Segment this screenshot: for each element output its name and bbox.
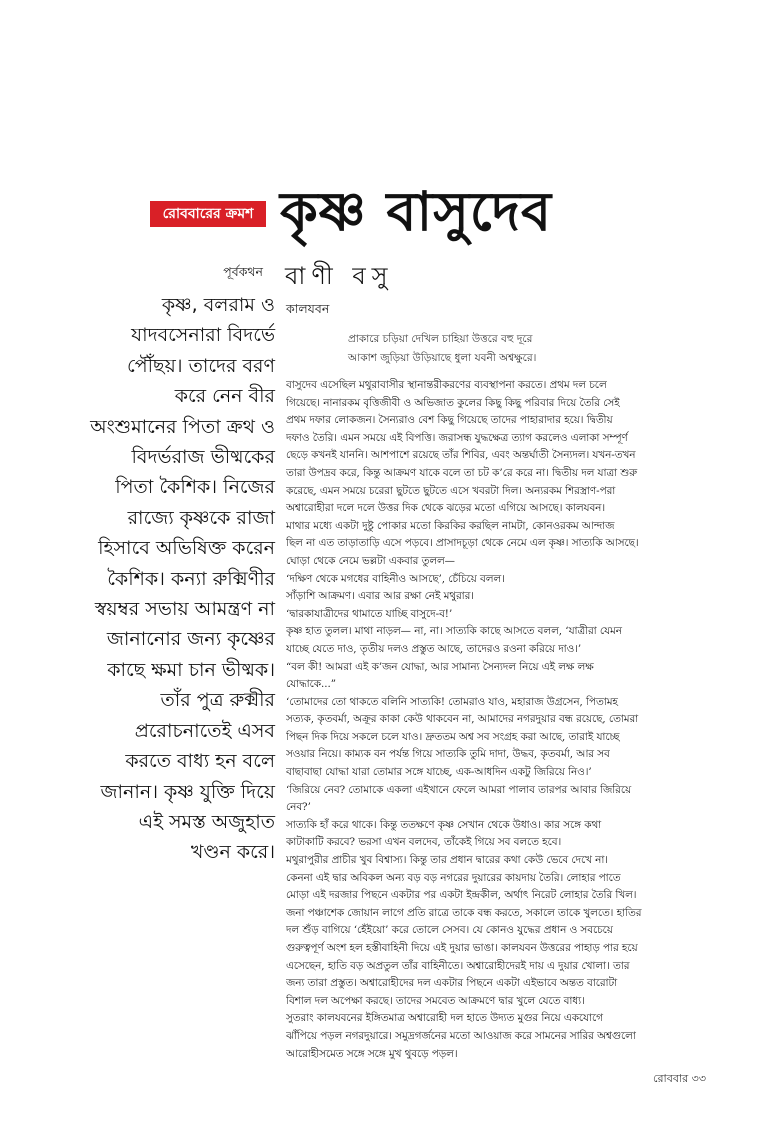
body-line: নেব?’: [286, 801, 311, 814]
recap-line: অংশুমানের পিতা ক্রথ ও: [90, 415, 275, 438]
body-line: আরোহীসমেত সঙ্গে সঙ্গে মুখ থুবড়ে পড়ল।: [286, 1047, 458, 1060]
body-line: যোদ্ধাকে...”: [286, 678, 337, 691]
body-line: কেননা এই দ্বার অবিকল অন্য বড় বড় নগরের দুয়ারের কায়দায় তৈরি। লোহার পাতে: [286, 871, 621, 884]
body-line: পিছন দিক দিয়ে সকলে চলে যাও। দ্রুততম অশ্ব সব সংগ্রহ করা আছে, তারাই যাচ্ছে: [286, 730, 620, 743]
recap-line: করে নেন বীর: [174, 385, 275, 408]
body-line: কাটাকাটি করবে? ভরসা এখন বলদেব, তাঁকেই গিয়ে সব বলতে হবে।: [286, 836, 562, 849]
body-line: বিশাল দল অপেক্ষা করছে। তাদের সমবেত আক্রমণে দ্বার খুলে যেতে বাধ্য।: [286, 994, 585, 1007]
recap-summary: [70, 290, 275, 868]
body-line: সাত্যকি হাঁ করে থাকে। কিন্তু ততক্ষণে কৃষ্ণ সেখান থেকে উধাও। কার সঙ্গে কথা: [286, 818, 602, 831]
body-line: ঝাঁপিয়ে পড়ল নগরদুয়ারে। সমুদ্রগর্জনের মতো আওয়াজ করে সামনের সারির অশ্বগুলো: [286, 1029, 636, 1042]
recap-line: কৃষ্ণ, বলরাম ও: [161, 294, 275, 316]
body-line: “বল কী! আমরা এই ক’জন যোদ্ধা, আর সামান্য সৈন্যদল নিয়ে এই লক্ষ লক্ষ: [286, 660, 594, 673]
recap-line: পৌঁছয়। তাদের বরণ: [127, 354, 275, 377]
body-line: প্রথম দফার লোকজন। সৈন্যরাও বেশ কিছু গিয়েছে তাদের পাহারাদার হয়ে। দ্বিতীয়: [286, 414, 613, 427]
body-line: এসেছেন, হাতি বড় অপ্রতুল তাঁর বাহিনীতে। অশ্বারোহীদেরই দায় এ দুয়ার খোলা। তার: [286, 959, 630, 972]
epigraph-line: প্রাকারে চড়িয়া দেখিল চাহিয়া উত্তরে বহু দূরে: [348, 333, 533, 345]
author-name: বাণী বসু: [285, 262, 394, 290]
recap-line: রাজ্যে কৃষ্ণকে রাজা: [127, 506, 275, 529]
recap-line: খণ্ডন করে।: [190, 841, 275, 864]
body-line: দফাও তৈরি। এমন সময়ে এই বিপত্তি। জরাসন্ধ যুদ্ধক্ষেত্র ত্যাগ করলেও এলাকা সম্পূর্ণ: [286, 431, 628, 444]
page-footer: রোববার ৩৩: [653, 1072, 706, 1085]
recap-line: পিতা কৈশিক। নিজের: [115, 476, 275, 499]
recap-line: করতে বাধ্য হন বলে: [125, 750, 275, 773]
page-title: কৃষ্ণ বাসুদেব: [280, 180, 552, 243]
body-line: সুতরাং কালযবনের ইঙ্গিতমাত্র অশ্বারোহী দল হাতে উদ্যত মুগুর নিয়ে একযোগে: [286, 1012, 603, 1025]
epigraph-line: আকাশ জুড়িয়া উড়িয়াছে ধুলা যবনী অশ্বক্ষুরে।: [348, 352, 537, 364]
recap-line: এই সমস্ত অজুহাত: [138, 810, 275, 833]
body-line: মাথার মধ্যে একটা দুষ্টু পোকার মতো কিরকির করছিল নামটা, কোনওরকম আন্দাজ: [286, 519, 615, 532]
body-line: মথুরাপুরীর প্রাচীর খুব বিশ্বাস্য। কিন্তু তার প্রধান দ্বারের কথা কেউ ভেবে দেখে না।: [286, 854, 608, 867]
body-line: সাঁড়াশি আক্রমণ। এবার আর রক্ষা নেই মথুরার।: [286, 590, 474, 603]
body-line: ‘তোমাদের তো থাকতে বলিনি সাত্যকি! তোমরাও যাও, মহারাজ উগ্রসেন, পিতামহ: [286, 695, 618, 708]
recap-line: যাদবসেনারা বিদর্ভে: [131, 324, 275, 347]
body-line: দল শুঁড় বাগিয়ে ‘হেঁইয়ো’ করে তোলে সেসব। যে কোনও যুদ্ধের প্রধান ও সবচেয়ে: [286, 924, 613, 937]
chapter-title: কালযবন: [286, 301, 330, 316]
body-line: তারা উপদ্রব করে, কিন্তু আক্রমণ যাকে বলে তা চট ক’রে করে না। দ্বিতীয় দল যাত্রা শুরু: [286, 466, 638, 479]
body-line: করেছে, এমন সময়ে চরেরা ছুটতে ছুটতে এসে খবরটা দিল। অন্যরকম শিরস্ত্রাণ-পরা: [286, 484, 616, 497]
body-line: যাচ্ছে যেতে দাও, তৃতীয় দলও প্রস্তুত আছে, তাদেরও রওনা করিয়ে দাও।’: [286, 642, 582, 655]
body-line: জনা পঞ্চাশেক জোয়ান লাগে প্রতি রাত্রে তাকে বন্ধ করতে, সকালে তাকে খুলতে। হাতির: [286, 906, 642, 919]
recap-line: তাঁর পুত্র রুক্মীর: [160, 689, 275, 712]
recap-line: প্ররোচনাতেই এসব: [134, 719, 275, 742]
body-line: বাছাবাছা যোদ্ধা যারা তোমার সঙ্গে যাচ্ছে, এক-আধদিন একটু জিরিয়ে নিও।’: [286, 766, 592, 779]
body-line: বাসুদেব এসেছিল মথুরাবাসীর স্থানান্তরীকরণের ব্যবস্থাপনা করতে। প্রথম দল চলে: [286, 379, 607, 391]
body-line: ছেড়ে কখনই যাননি। আশপাশে রয়েছে তাঁর শিবির, এবং অন্তর্ঘাতী সৈন্যদল। যখন-তখন: [286, 449, 636, 462]
article-body: [286, 377, 686, 1063]
body-line: ছিল না এত তাড়াতাড়ি এসে পড়বে। প্রাসাদচূড়া থেকে নেমে এল কৃষ্ণ। সাত্যকি আসছে।: [286, 537, 639, 550]
recap-line: কাছে ক্ষমা চান ভীষ্মক।: [107, 658, 275, 681]
body-line: জন্য তারা প্রস্তুত। অশ্বারোহীদের দল একটার পিছনে একটা এইভাবে অন্তত বারোটা: [286, 977, 618, 990]
body-line: অশ্বারোহীরা দলে দলে উত্তর দিক থেকে ঝড়ের মতো এগিয়ে আসছে। কালযবন।: [286, 502, 606, 515]
body-line: গিয়েছে। নানারকম বৃত্তিজীবী ও অভিজাত কুলের কিছু কিছু পরিবার দিয়ে তৈরি সেই: [286, 396, 620, 409]
recap-label: পূর্বকথন: [223, 264, 263, 279]
body-line: ‘জিরিয়ে নেব? তোমাকে একলা এইখানে ফেলে আমরা পালাব তারপর আবার জিরিয়ে: [286, 783, 632, 796]
body-line: সত্যক, কৃতবর্মা, অক্রূর কাকা কেউ থাকবেন না, আমাদের নগরদুয়ার বন্ধ রয়েছে, তোমরা: [286, 713, 639, 726]
recap-line: হিসাবে অভিষিক্ত করেন: [98, 537, 275, 560]
recap-line: জানানোর জন্য কৃষ্ণের: [106, 628, 275, 651]
body-line: কৃষ্ণ হাত তুলল। মাথা নাড়ল— না, না। সাত্যকি কাছে আসতে বলল, ‘যাত্রীরা যেমন: [286, 625, 622, 638]
epigraph: [348, 330, 536, 368]
body-line: সওয়ার নিয়ে। কাম্যক বন পর্যন্ত গিয়ে সাত্যকি তুমি দাদা, উদ্ধব, কৃতবর্মা, আর সব: [286, 748, 610, 761]
series-tag: রোববারের ক্রমশ: [150, 201, 266, 227]
recap-line: জানান। কৃষ্ণ যুক্তি দিয়ে: [100, 780, 275, 803]
recap-line: বিদর্ভরাজ ভীষ্মকের: [131, 446, 275, 469]
recap-line: কৈশিক। কন্যা রুক্মিণীর: [107, 567, 275, 590]
body-line: মোড়া এই দরজার পিছনে একটার পর একটা ইন্দ্রকীল, অর্থাৎ নিরেট লোহার তৈরি খিল।: [286, 889, 637, 902]
recap-line: স্বয়ম্বর সভায় আমন্ত্রণ না: [94, 598, 275, 621]
body-line: ঘোড়া থেকে নেমে ভল্লটা একবার তুলল—: [286, 554, 455, 567]
body-line: ‘দ্বারকাযাত্রীদের থামাতে যাচ্ছি বাসুদে-ব!’: [286, 607, 453, 620]
body-line: গুরুত্বপূর্ণ অংশ হল হস্তীবাহিনী দিয়ে এই দুয়ার ভাঙা। কালযবন উত্তরের পাহাড় পার হয়ে: [286, 942, 638, 954]
body-line: ‘দক্ষিণ থেকে মগধের বাহিনীও আসছে’, চেঁচিয়ে বলল।: [286, 572, 505, 585]
